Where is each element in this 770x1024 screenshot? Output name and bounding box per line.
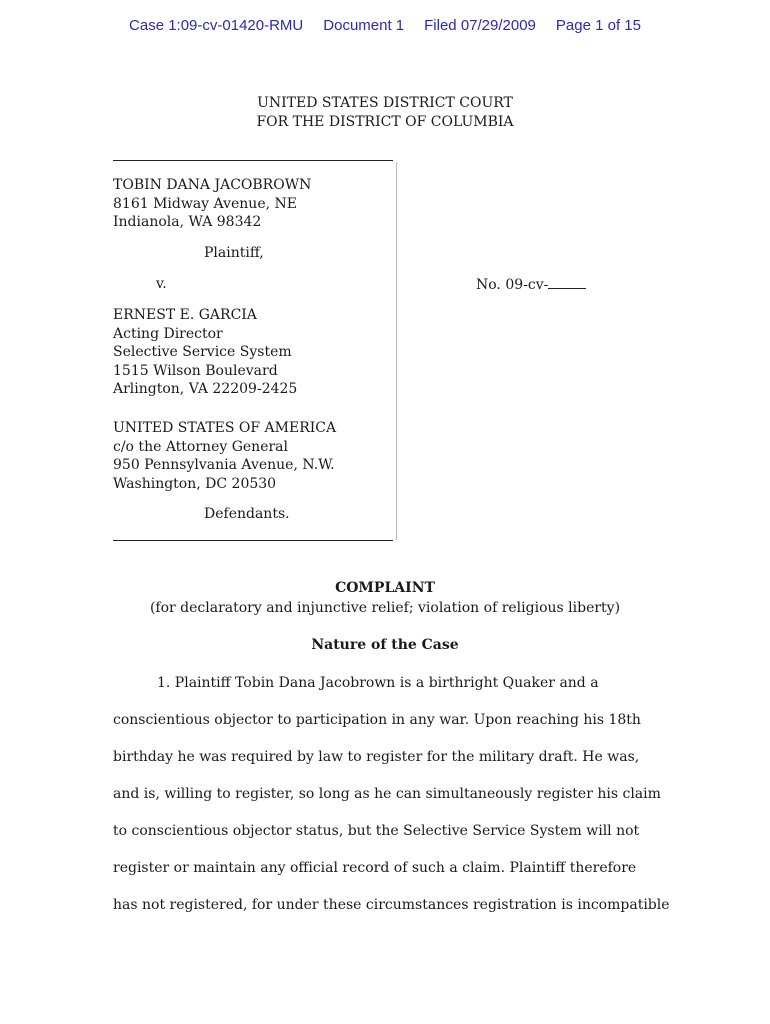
versus-label: v.: [156, 276, 167, 292]
plaintiff-address-2: Indianola, WA 98342: [113, 214, 262, 230]
plaintiff-block: [113, 176, 311, 232]
caption-top-rule: [113, 160, 393, 161]
body-line: and is, willing to register, so long as he can simultaneously register his claim: [113, 786, 661, 802]
defendant-1-agency: Selective Service System: [113, 344, 292, 360]
plaintiff-role: Plaintiff,: [204, 245, 264, 261]
body-line: birthday he was required by law to register for the military draft. He was,: [113, 749, 640, 765]
court-line-1: UNITED STATES DISTRICT COURT: [257, 95, 513, 111]
defendant-2-address-1: 950 Pennsylvania Avenue, N.W.: [113, 457, 335, 473]
defendant-2-name: UNITED STATES OF AMERICA: [113, 420, 337, 436]
body-line: conscientious objector to participation in any war. Upon reaching his 18th: [113, 712, 641, 728]
body-line: 1. Plaintiff Tobin Dana Jacobrown is a birthright Quaker and a: [157, 675, 599, 691]
caption-vertical-rule: [396, 162, 397, 540]
filing-stamp: [0, 17, 770, 34]
stamp-page: Page 1 of 15: [555, 17, 641, 34]
stamp-document: Document 1: [323, 17, 405, 34]
complaint-subtitle: (for declaratory and injunctive relief; violation of religious liberty): [149, 600, 621, 616]
caption-bottom-rule: [113, 540, 393, 541]
body-line: register or maintain any official record of such a claim. Plaintiff therefore: [113, 860, 637, 876]
body-line: to conscientious objector status, but the Selective Service System will not: [113, 823, 640, 839]
plaintiff-address-1: 8161 Midway Avenue, NE: [113, 195, 297, 212]
defendant-1-block: [113, 306, 297, 399]
defendant-1-title: Acting Director: [113, 325, 223, 342]
defendant-2-care-of: c/o the Attorney General: [113, 438, 288, 455]
section-title: Nature of the Case: [311, 637, 459, 653]
stamp-filed-date: Filed 07/29/2009: [424, 17, 536, 34]
court-heading: [0, 94, 770, 132]
defendant-1-address-2: Arlington, VA 22209-2425: [113, 381, 298, 397]
case-number: [476, 276, 586, 293]
plaintiff-name: TOBIN DANA JACOBROWN: [113, 177, 312, 193]
complaint-title: COMPLAINT: [335, 580, 435, 596]
defendant-2-block: [113, 419, 336, 493]
case-number-text: No. 09-cv-: [476, 277, 549, 293]
body-line: has not registered, for under these circumstances registration is incompatible: [113, 897, 670, 913]
court-line-2: FOR THE DISTRICT OF COLUMBIA: [256, 114, 514, 130]
case-number-blank: [548, 276, 586, 289]
defendant-1-address-1: 1515 Wilson Boulevard: [113, 362, 278, 379]
stamp-case-number: Case 1:09-cv-01420-RMU: [129, 17, 304, 34]
defendant-1-name: ERNEST E. GARCIA: [113, 307, 257, 323]
defendants-role: Defendants.: [204, 506, 290, 522]
defendant-2-address-2: Washington, DC 20530: [113, 475, 277, 492]
